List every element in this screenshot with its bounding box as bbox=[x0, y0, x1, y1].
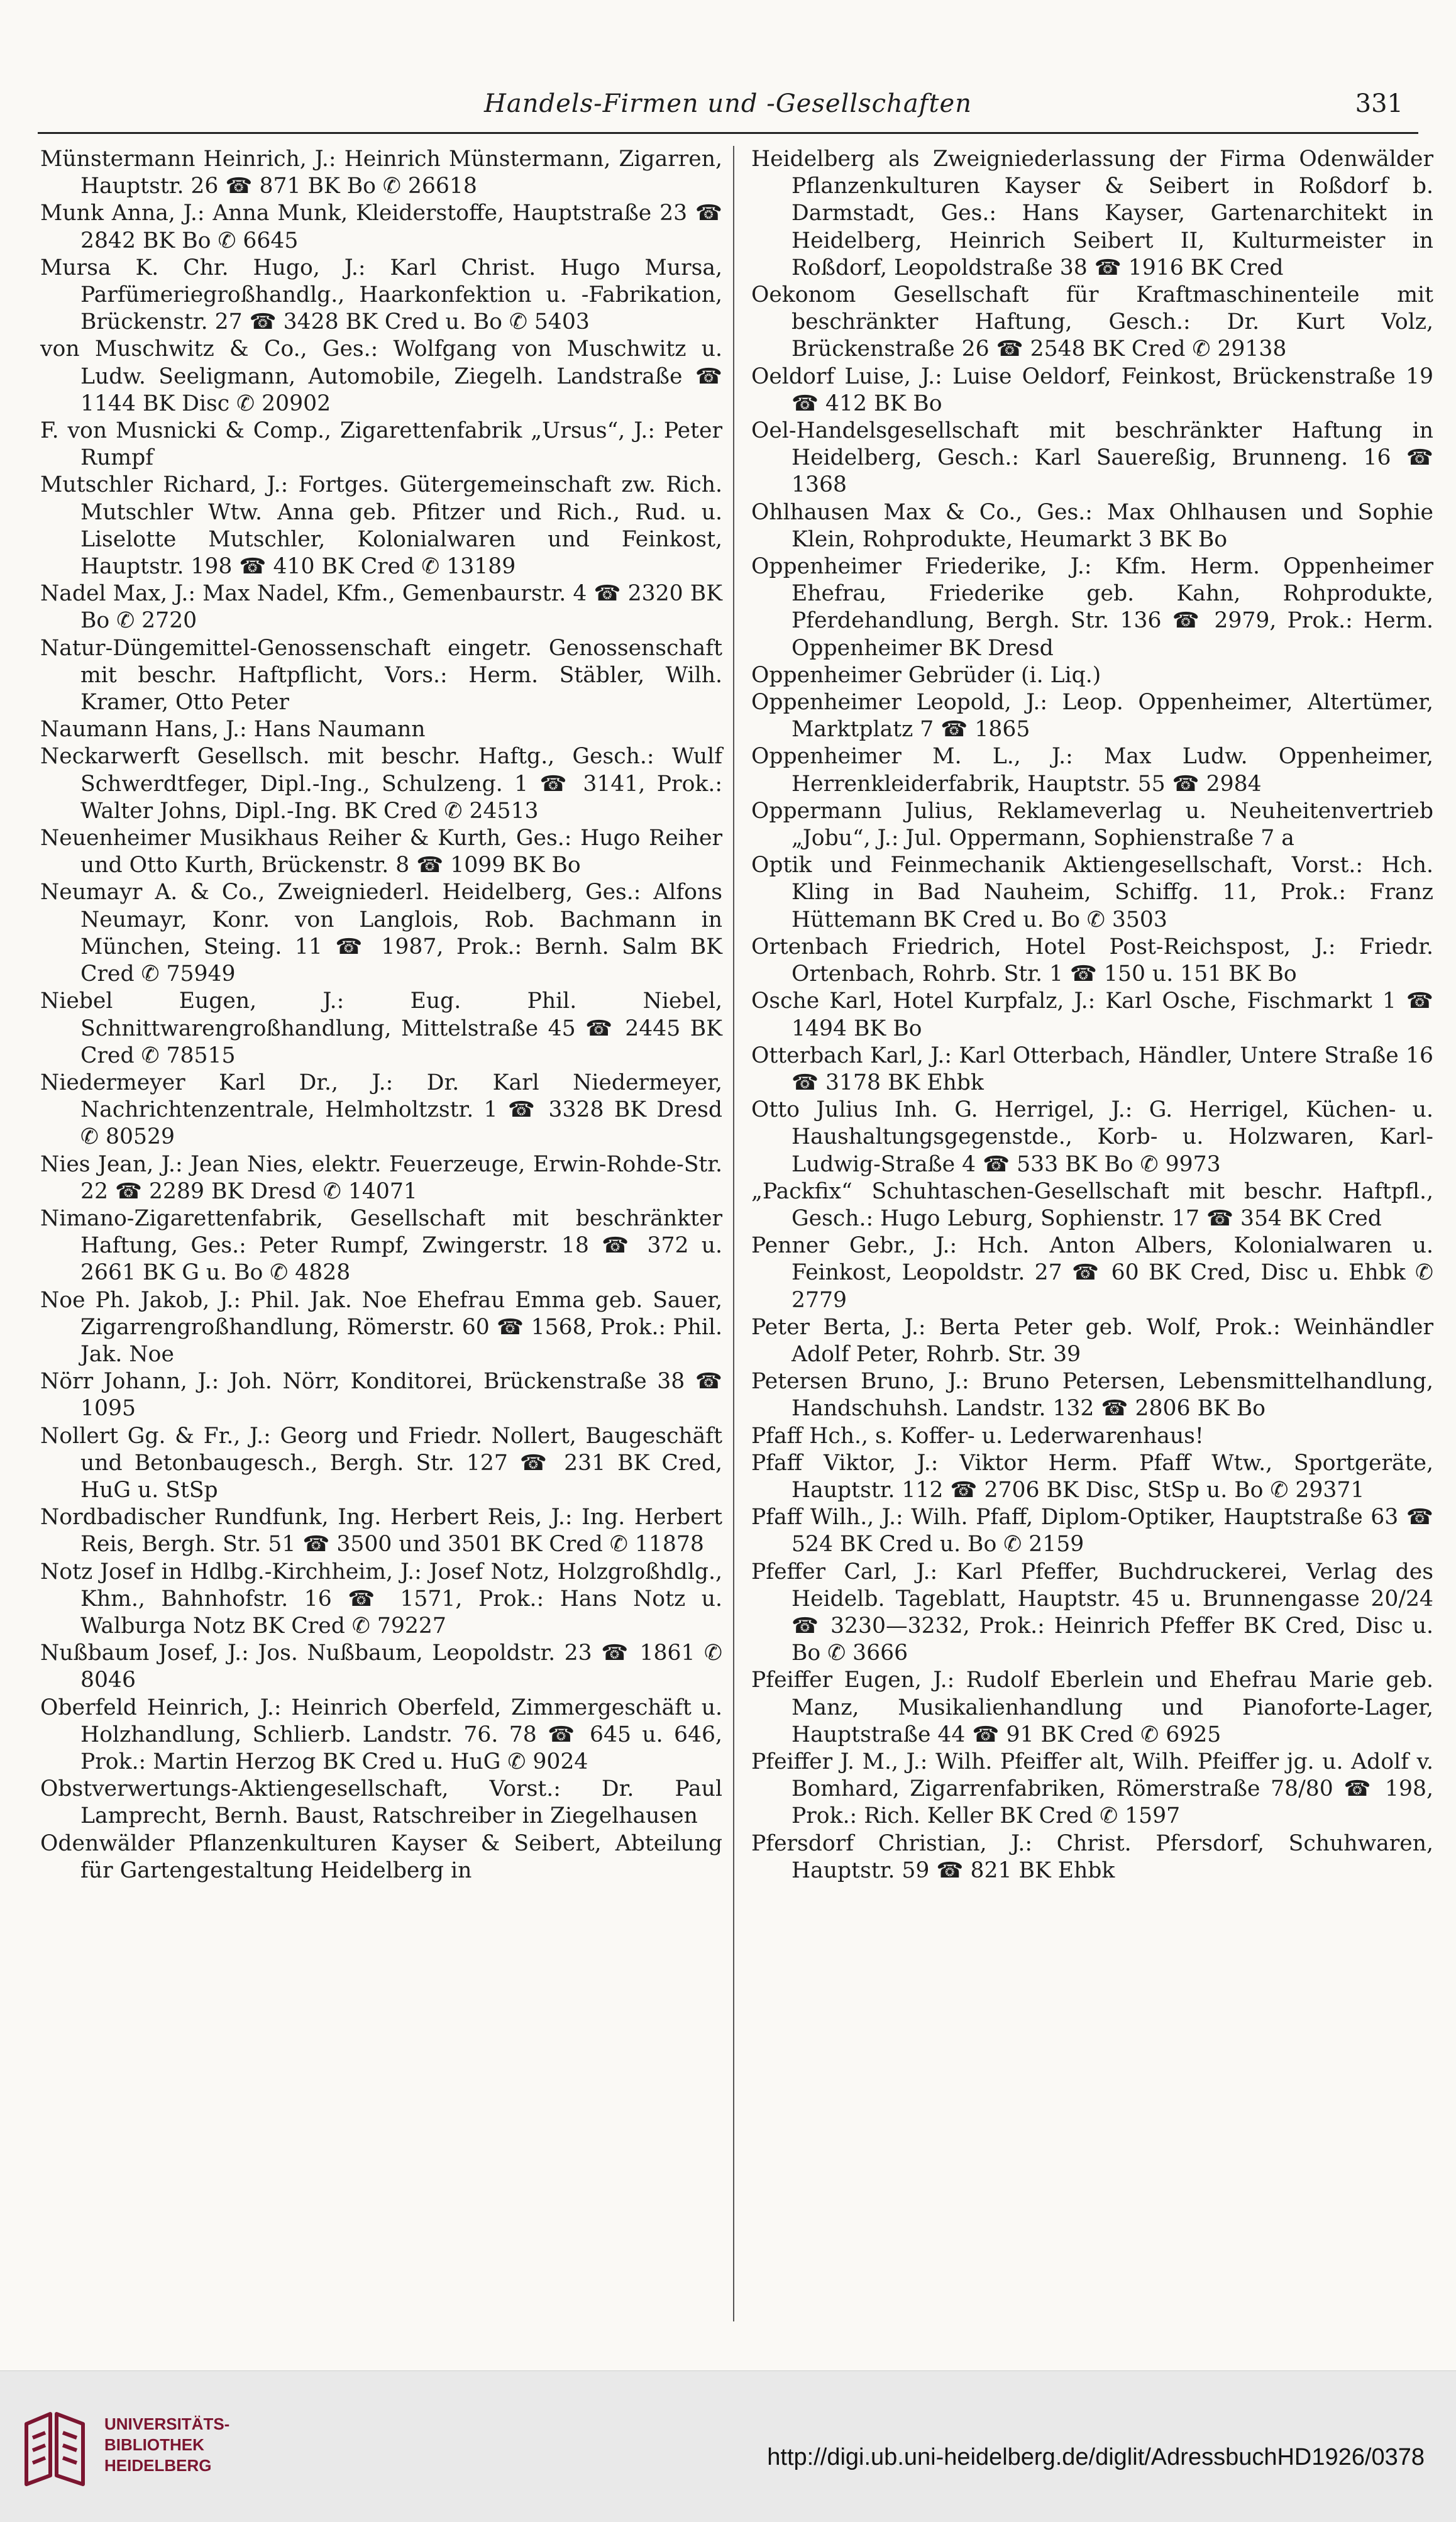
page-header bbox=[38, 82, 1418, 134]
directory-entry: Ortenbach Friedrich, Hotel Post-Reichspost, J.: Friedr. Ortenbach, Rohrb. Str. 1 ☎ 150 u. 151 BK Bo bbox=[751, 934, 1433, 987]
directory-entry: Natur-Düngemittel-Genossenschaft eingetr. Genossenschaft mit beschr. Haftpflicht, Vors.: Herm. Stäbler, Wilh. Kramer, Otto Peter bbox=[40, 635, 722, 716]
directory-entry: Munk Anna, J.: Anna Munk, Kleiderstoffe, Hauptstraße 23 ☎ 2842 BK Bo ✆ 6645 bbox=[40, 201, 722, 253]
directory-entry: Peter Berta, J.: Berta Peter geb. Wolf, Prok.: Weinhändler Adolf Peter, Rohrb. Str. 39 bbox=[751, 1314, 1433, 1367]
directory-entry: Notz Josef in Hdlbg.-Kirchheim, J.: Josef Notz, Holzgroßhdlg., Khm., Bahnhofstr. 16 ☎ 1571, Prok.: Hans Notz u. Walburga Notz BK Cred ✆ 79227 bbox=[40, 1559, 722, 1639]
directory-entry: Neumayr A. & Co., Zweigniederl. Heidelberg, Ges.: Alfons Neumayr, Konr. von Langlois, Rob. Bachmann in München, Steing. 11 ☎ 1987, Prok.: Bernh. Salm BK Cred ✆ 75949 bbox=[40, 880, 722, 987]
directory-entry: Nörr Johann, J.: Joh. Nörr, Konditorei, Brückenstraße 38 ☎ 1095 bbox=[40, 1369, 722, 1422]
directory-entry: Ohlhausen Max & Co., Ges.: Max Ohlhausen und Sophie Klein, Rohprodukte, Heumarkt 3 BK Bo bbox=[751, 499, 1433, 552]
directory-entry: Pfaff Viktor, J.: Viktor Herm. Pfaff Wtw., Sportgeräte, Hauptstr. 112 ☎ 2706 BK Disc, StSp u. Bo ✆ 29371 bbox=[751, 1450, 1433, 1503]
directory-entry: Niebel Eugen, J.: Eug. Phil. Niebel, Schnittwarengroßhandlung, Mittelstraße 45 ☎ 2445 BK Cred ✆ 78515 bbox=[40, 988, 722, 1068]
directory-entry: Obstverwertungs-Aktiengesellschaft, Vorst.: Dr. Paul Lamprecht, Bernh. Baust, Ratschreiber in Ziegelhausen bbox=[40, 1776, 722, 1829]
viewer-footer bbox=[0, 2370, 1456, 2522]
directory-entry: Petersen Bruno, J.: Bruno Petersen, Lebensmittelhandlung, Handschuhsh. Landstr. 132 ☎ 2806 BK Bo bbox=[751, 1369, 1433, 1422]
logo-line: HEIDELBERG bbox=[104, 2456, 212, 2475]
directory-entry: Odenwälder Pflanzenkulturen Kayser & Seibert, Abteilung für Gartengestaltung Heidelberg in bbox=[40, 1830, 722, 1883]
column-divider bbox=[733, 146, 734, 2321]
directory-entry: Oberfeld Heinrich, J.: Heinrich Oberfeld, Zimmergeschäft u. Holzhandlung, Schlierb. Landstr. 76. 78 ☎ 645 u. 646, Prok.: Martin Herzog BK Cred u. HuG ✆ 9024 bbox=[40, 1695, 722, 1774]
directory-entry: Oel-Handelsgesellschaft mit beschränkter Haftung in Heidelberg, Gesch.: Karl Sauereßig, Brunneng. 16 ☎ 1368 bbox=[751, 418, 1433, 498]
directory-entry: „Packfix“ Schuhtaschen-Gesellschaft mit beschr. Haftpfl., Gesch.: Hugo Leburg, Sophienstr. 17 ☎ 354 BK Cred bbox=[751, 1178, 1433, 1231]
source-url-link[interactable]: http://digi.ub.uni-heidelberg.de/diglit/AdressbuchHD1926/0378 bbox=[767, 2444, 1425, 2470]
directory-entry: Oeldorf Luise, J.: Luise Oeldorf, Feinkost, Brückenstraße 19 ☎ 412 BK Bo bbox=[751, 363, 1433, 416]
directory-entry: Naumann Hans, J.: Hans Naumann bbox=[40, 717, 426, 743]
directory-entry: Optik und Feinmechanik Aktiengesellschaft, Vorst.: Hch. Kling in Bad Nauheim, Schiffg. 11, Prok.: Franz Hüttemann BK Cred u. Bo ✆ 3503 bbox=[751, 853, 1433, 932]
directory-entry: Otterbach Karl, J.: Karl Otterbach, Händler, Untere Straße 16 ☎ 3178 BK Ehbk bbox=[751, 1043, 1433, 1095]
directory-entry: Oekonom Gesellschaft für Kraftmaschinenteile mit beschränkter Haftung, Gesch.: Dr. Kurt Volz, Brückenstraße 26 ☎ 2548 BK Cred ✆ 29138 bbox=[751, 282, 1433, 362]
running-title: Handels-Firmen und -Gesellschaften bbox=[484, 89, 972, 118]
directory-entry: Heidelberg als Zweigniederlassung der Firma Odenwälder Pflanzenkulturen Kayser & Seibert in Roßdorf b. Darmstadt, Ges.: Hans Kayser, Gartenarchitekt in Heidelberg, Heinrich Seibert II, Kulturmeister in Roßdorf, Leopoldstraße 38 ☎ 1916 BK Cred bbox=[751, 147, 1433, 280]
directory-entry: Pfaff Wilh., J.: Wilh. Pfaff, Diplom-Optiker, Hauptstraße 63 ☎ 524 BK Cred u. Bo ✆ 2159 bbox=[751, 1505, 1433, 1557]
directory-entry: Nußbaum Josef, J.: Jos. Nußbaum, Leopoldstr. 23 ☎ 1861 ✆ 8046 bbox=[40, 1640, 722, 1693]
directory-entry: Nadel Max, J.: Max Nadel, Kfm., Gemenbaurstr. 4 ☎ 2320 BK Bo ✆ 2720 bbox=[40, 581, 722, 634]
directory-entry: F. von Musnicki & Comp., Zigarettenfabrik „Ursus“, J.: Peter Rumpf bbox=[40, 418, 722, 471]
directory-entry: Mutschler Richard, J.: Fortges. Gütergemeinschaft zw. Rich. Mutschler Wtw. Anna geb. Pfitzer und Rich., Rud. u. Liselotte Mutschler, Kolonialwaren und Feinkost, Hauptstr. 198 ☎ 410 BK Cred ✆ 13189 bbox=[40, 472, 722, 580]
directory-entry: Noe Ph. Jakob, J.: Phil. Jak. Noe Ehefrau Emma geb. Sauer, Zigarrengroßhandlung, Römerstr. 60 ☎ 1568, Prok.: Phil. Jak. Noe bbox=[40, 1287, 722, 1367]
directory-entry: Nordbadischer Rundfunk, Ing. Herbert Reis, J.: Ing. Herbert Reis, Bergh. Str. 51 ☎ 3500 und 3501 BK Cred ✆ 11878 bbox=[40, 1505, 722, 1557]
directory-entry: Pfeiffer J. M., J.: Wilh. Pfeiffer alt, Wilh. Pfeiffer jg. u. Adolf v. Bomhard, Zigarrenfabriken, Römerstraße 78/80 ☎ 198, Prok.: Rich. Keller BK Cred ✆ 1597 bbox=[751, 1749, 1433, 1829]
directory-entry: Nollert Gg. & Fr., J.: Georg und Friedr. Nollert, Baugeschäft und Betonbaugesch., Bergh. Str. 127 ☎ 231 BK Cred, HuG u. StSp bbox=[40, 1423, 722, 1503]
logo-line: BIBLIOTHEK bbox=[104, 2435, 204, 2454]
directory-entry: Niedermeyer Karl Dr., J.: Dr. Karl Niedermeyer, Nachrichtenzentrale, Helmholtzstr. 1 ☎ 3328 BK Dresd ✆ 80529 bbox=[40, 1070, 722, 1150]
directory-entry: Oppenheimer Friederike, J.: Kfm. Herm. Oppenheimer Ehefrau, Friederike geb. Kahn, Rohprodukte, Pferdehandlung, Bergh. Str. 136 ☎ 2979, Prok.: Herm. Oppenheimer BK Dresd bbox=[751, 554, 1433, 661]
directory-entry: Pfeffer Carl, J.: Karl Pfeffer, Buchdruckerei, Verlag des Heidelb. Tageblatt, Hauptstr. 45 u. Brunnengasse 20/24 ☎ 3230—3232, Prok.: Heinrich Pfeffer BK Cred, Disc u. Bo ✆ 3666 bbox=[751, 1559, 1433, 1666]
directory-entry: von Muschwitz & Co., Ges.: Wolfgang von Muschwitz u. Ludw. Seeligmann, Automobile, Ziegelh. Landstraße ☎ 1144 BK Disc ✆ 20902 bbox=[40, 336, 722, 416]
directory-entry: Mursa K. Chr. Hugo, J.: Karl Christ. Hugo Mursa, Parfümeriegroßhandlg., Haarkonfektion u. -Fabrikation, Brückenstr. 27 ☎ 3428 BK Cred u. Bo ✆ 5403 bbox=[40, 255, 722, 335]
right-column bbox=[751, 146, 1433, 1884]
directory-entry: Oppermann Julius, Reklameverlag u. Neuheitenvertrieb „Jobu“, J.: Jul. Oppermann, Sophienstraße 7 a bbox=[751, 798, 1433, 851]
directory-entry: Pfeiffer Eugen, J.: Rudolf Eberlein und Ehefrau Marie geb. Manz, Musikalienhandlung und Pianoforte-Lager, Hauptstraße 44 ☎ 91 BK Cred ✆ 6925 bbox=[751, 1668, 1433, 1747]
university-library-logo-icon[interactable] bbox=[18, 2405, 93, 2487]
library-name bbox=[104, 2414, 293, 2476]
directory-entry: Pfaff Hch., s. Koffer- u. Lederwarenhaus! bbox=[751, 1423, 1204, 1449]
left-column bbox=[40, 146, 722, 1884]
directory-entry: Penner Gebr., J.: Hch. Anton Albers, Kolonialwaren u. Feinkost, Leopoldstr. 27 ☎ 60 BK Cred, Disc u. Ehbk ✆ 2779 bbox=[751, 1233, 1433, 1313]
directory-entry: Osche Karl, Hotel Kurpfalz, J.: Karl Osche, Fischmarkt 1 ☎ 1494 BK Bo bbox=[751, 988, 1433, 1041]
directory-entry: Oppenheimer Gebrüder (i. Liq.) bbox=[751, 662, 1101, 688]
directory-entry: Neckarwerft Gesellsch. mit beschr. Haftg., Gesch.: Wulf Schwerdtfeger, Dipl.-Ing., Schulzeng. 1 ☎ 3141, Prok.: Walter Johns, Dipl.-Ing. BK Cred ✆ 24513 bbox=[40, 744, 722, 824]
directory-entry: Pfersdorf Christian, J.: Christ. Pfersdorf, Schuhwaren, Hauptstr. 59 ☎ 821 BK Ehbk bbox=[751, 1830, 1433, 1883]
page-number: 331 bbox=[1355, 89, 1403, 118]
directory-entry: Nies Jean, J.: Jean Nies, elektr. Feuerzeuge, Erwin-Rohde-Str. 22 ☎ 2289 BK Dresd ✆ 14071 bbox=[40, 1151, 722, 1204]
logo-line: UNIVERSITÄTS- bbox=[104, 2414, 230, 2433]
directory-entry: Münstermann Heinrich, J.: Heinrich Münstermann, Zigarren, Hauptstr. 26 ☎ 871 BK Bo ✆ 26618 bbox=[40, 147, 722, 199]
directory-entry: Neuenheimer Musikhaus Reiher & Kurth, Ges.: Hugo Reiher und Otto Kurth, Brückenstr. 8 ☎ 1099 BK Bo bbox=[40, 826, 722, 878]
directory-entry: Otto Julius Inh. G. Herrigel, J.: G. Herrigel, Küchen- u. Haushaltungsgegenstde., Korb- u. Holzwaren, Karl-Ludwig-Straße 4 ☎ 533 BK Bo ✆ 9973 bbox=[751, 1097, 1433, 1177]
directory-entry: Nimano-Zigarettenfabrik, Gesellschaft mit beschränkter Haftung, Ges.: Peter Rumpf, Zwingerstr. 18 ☎ 372 u. 2661 BK G u. Bo ✆ 4828 bbox=[40, 1205, 722, 1286]
directory-entry: Oppenheimer Leopold, J.: Leop. Oppenheimer, Altertümer, Marktplatz 7 ☎ 1865 bbox=[751, 690, 1433, 743]
directory-entry: Oppenheimer M. L., J.: Max Ludw. Oppenheimer, Herrenkleiderfabrik, Hauptstr. 55 ☎ 2984 bbox=[751, 744, 1433, 797]
